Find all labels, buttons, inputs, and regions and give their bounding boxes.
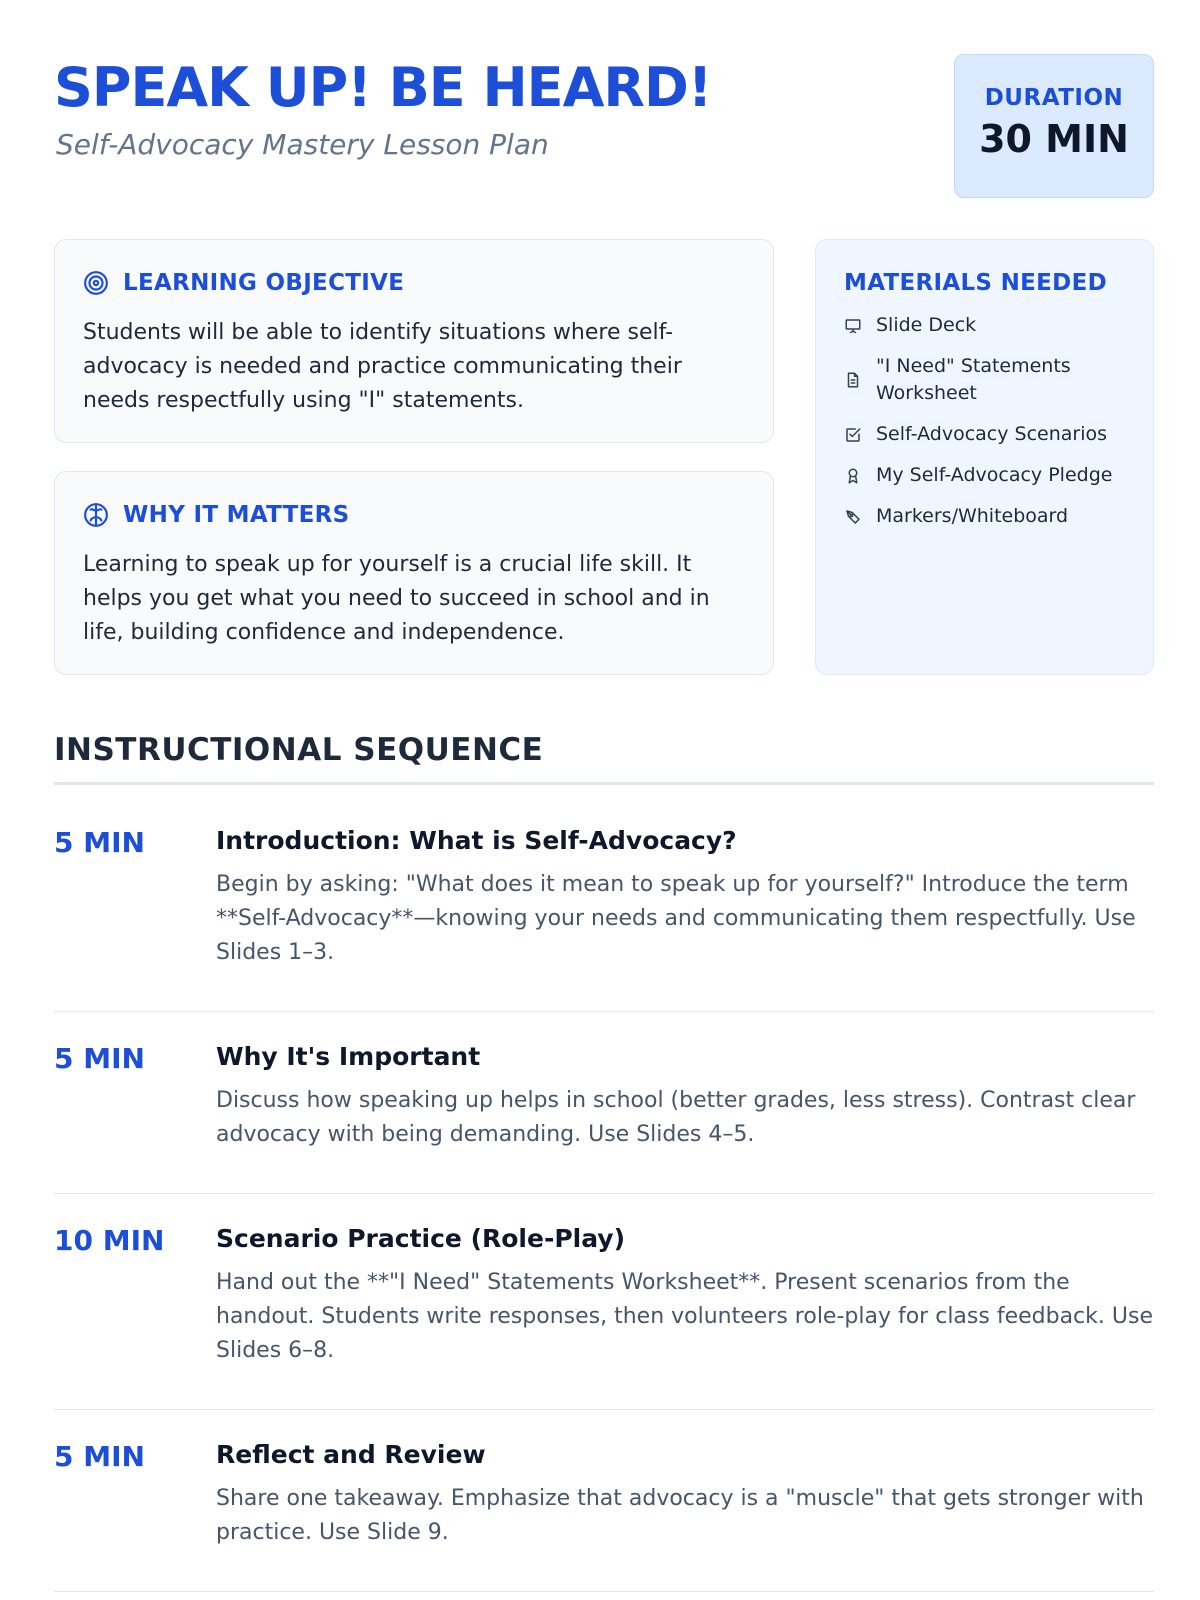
step-heading: Scenario Practice (Role-Play) bbox=[216, 1224, 626, 1253]
why-it-matters-card bbox=[54, 471, 774, 675]
learning-objective-card bbox=[54, 239, 774, 443]
materials-card bbox=[815, 239, 1154, 675]
learning-objective-title: LEARNING OBJECTIVE bbox=[123, 270, 405, 296]
material-label: My Self-Advocacy Pledge bbox=[876, 464, 1113, 486]
learning-objective-header bbox=[83, 270, 404, 296]
step-divider bbox=[54, 1193, 1154, 1194]
document-icon bbox=[844, 371, 862, 389]
material-label: Markers/Whiteboard bbox=[876, 505, 1069, 527]
materials-title: MATERIALS NEEDED bbox=[844, 270, 1107, 296]
material-label: Self-Advocacy Scenarios bbox=[876, 423, 1108, 445]
material-item bbox=[844, 421, 1144, 448]
step-divider bbox=[54, 1011, 1154, 1012]
step-heading: Introduction: What is Self-Advocacy? bbox=[216, 826, 737, 855]
duration-label: DURATION bbox=[984, 85, 1124, 111]
step-heading: Reflect and Review bbox=[216, 1440, 486, 1469]
step-heading: Why It's Important bbox=[216, 1042, 481, 1071]
page-subtitle: Self-Advocacy Mastery Lesson Plan bbox=[56, 128, 549, 161]
sequence-divider bbox=[54, 782, 1154, 785]
target-icon bbox=[83, 270, 109, 296]
step-duration: 5 MIN bbox=[54, 1440, 145, 1473]
why-it-matters-text: Learning to speak up for yourself is a crucial life skill. It helps you get what you need to succeed in school and in life, building confidence and independence. bbox=[83, 552, 710, 645]
brain-icon bbox=[83, 502, 109, 528]
step-description: Discuss how speaking up helps in school (better grades, less stress). Contrast clear advocacy with being demanding. Use Slides 4–5. bbox=[216, 1088, 1136, 1147]
step-description: Share one takeaway. Emphasize that advocacy is a "muscle" that gets stronger with practice. Use Slide 9. bbox=[216, 1486, 1144, 1545]
step-divider bbox=[54, 1409, 1154, 1410]
material-item bbox=[844, 353, 1144, 407]
award-icon bbox=[844, 467, 862, 485]
duration-badge bbox=[954, 54, 1154, 198]
sequence-title: INSTRUCTIONAL SEQUENCE bbox=[54, 732, 544, 768]
material-item bbox=[844, 462, 1144, 489]
material-item bbox=[844, 312, 1144, 339]
presentation-icon bbox=[844, 317, 862, 335]
why-it-matters-header bbox=[83, 502, 350, 528]
material-label: Slide Deck bbox=[876, 314, 977, 336]
materials-list bbox=[844, 312, 1144, 544]
step-duration: 5 MIN bbox=[54, 826, 145, 859]
learning-objective-text: Students will be able to identify situations where self-advocacy is needed and practice communicating their needs respectfully using "I" statements. bbox=[83, 320, 682, 413]
page-title: SPEAK UP! BE HEARD! bbox=[54, 56, 712, 119]
why-it-matters-title: WHY IT MATTERS bbox=[123, 502, 350, 528]
duration-value: 30 MIN bbox=[979, 117, 1129, 161]
checkbox-icon bbox=[844, 426, 862, 444]
material-item bbox=[844, 503, 1144, 530]
step-description: Begin by asking: "What does it mean to speak up for yourself?" Introduce the term **Self-Advocacy**—knowing your needs and communicating them respectfully. Use Slides 1–3. bbox=[216, 872, 1136, 965]
material-label: "I Need" Statements Worksheet bbox=[876, 355, 1071, 404]
pen-icon bbox=[844, 508, 862, 526]
step-duration: 10 MIN bbox=[54, 1224, 165, 1257]
step-description: Hand out the **"I Need" Statements Worksheet**. Present scenarios from the handout. Students write responses, then volunteers role-play for class feedback. Use Slides 6–8. bbox=[216, 1270, 1153, 1363]
step-duration: 5 MIN bbox=[54, 1042, 145, 1075]
step-divider bbox=[54, 1591, 1154, 1592]
